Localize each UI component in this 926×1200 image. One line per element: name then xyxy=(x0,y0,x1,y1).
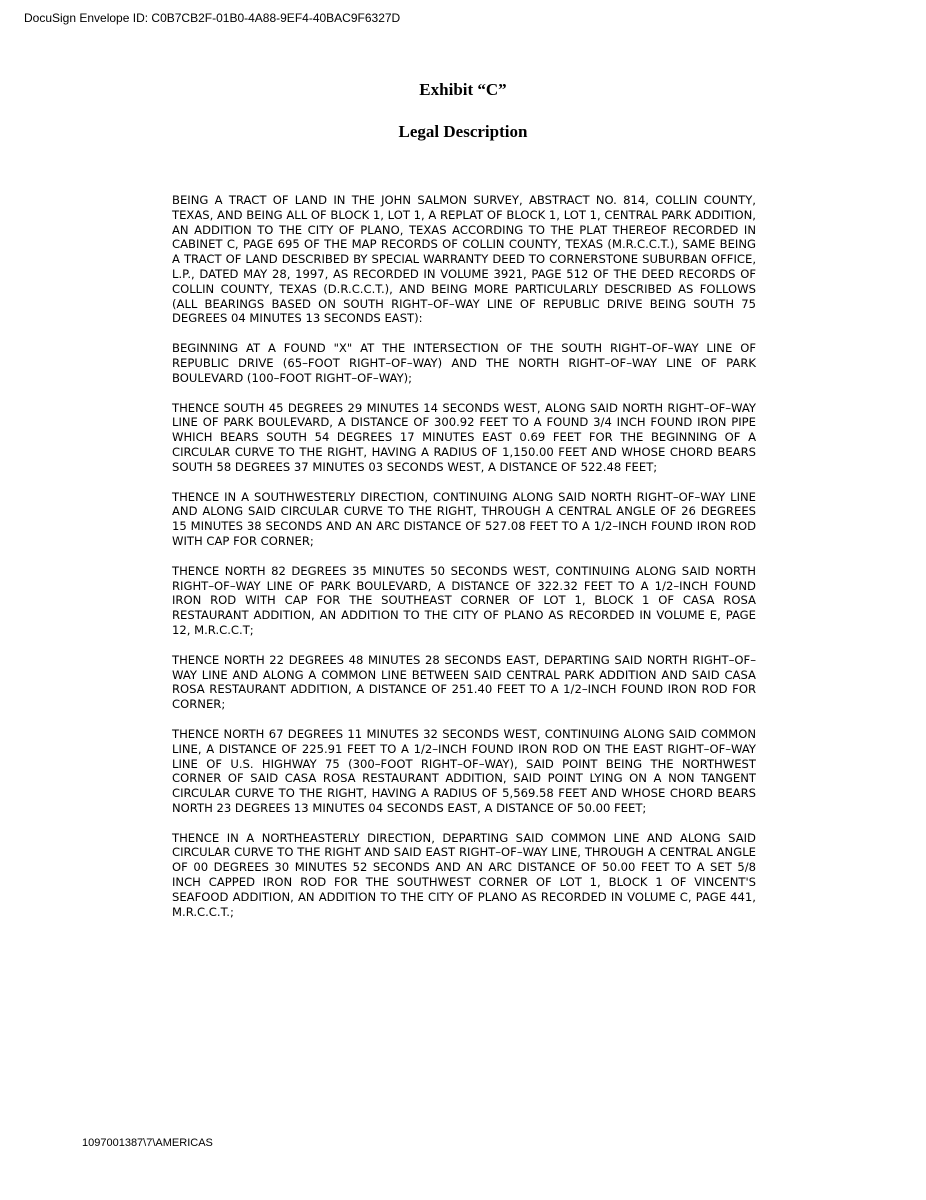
paragraph-thence-2: THENCE IN A SOUTHWESTERLY DIRECTION, CONTINUING ALONG SAID NORTH RIGHT–OF–WAY LINE AND ALONG SAID CIRCULAR CURVE TO THE RIGHT, THROUGH A CENTRAL ANGLE OF 26 DEGREES 15 MINUTES 38 SECONDS AND AN ARC DISTANCE OF 527.08 FEET TO A 1/2–INCH FOUND IRON ROD WITH CAP FOR CORNER; xyxy=(172,489,756,548)
paragraph-thence-5: THENCE NORTH 67 DEGREES 11 MINUTES 32 SECONDS WEST, CONTINUING ALONG SAID COMMON LINE, A DISTANCE OF 225.91 FEET TO A 1/2–INCH FOUND IRON ROD ON THE EAST RIGHT–OF–WAY LINE OF U.S. HIGHWAY 75 (300–FOOT RIGHT–OF–WAY), SAID POINT BEING THE NORTHWEST CORNER OF SAID CASA ROSA RESTAURANT ADDITION, SAID POINT LYING ON A NON TANGENT CIRCULAR CURVE TO THE RIGHT, HAVING A RADIUS OF 5,569.58 FEET AND WHOSE CHORD BEARS NORTH 23 DEGREES 13 MINUTES 04 SECONDS EAST, A DISTANCE OF 50.00 FEET; xyxy=(172,726,756,815)
paragraph-beginning: BEGINNING AT A FOUND "X" AT THE INTERSECTION OF THE SOUTH RIGHT–OF–WAY LINE OF REPUBLIC DRIVE (65–FOOT RIGHT–OF–WAY) AND THE NORTH RIGHT–OF–WAY LINE OF PARK BOULEVARD (100–FOOT RIGHT–OF–WAY); xyxy=(172,341,756,385)
paragraph-thence-3: THENCE NORTH 82 DEGREES 35 MINUTES 50 SECONDS WEST, CONTINUING ALONG SAID NORTH RIGHT–OF–WAY LINE OF PARK BOULEVARD, A DISTANCE OF 322.32 FEET TO A 1/2–INCH FOUND IRON ROD WITH CAP FOR THE SOUTHEAST CORNER OF LOT 1, BLOCK 1 OF CASA ROSA RESTAURANT ADDITION, AN ADDITION TO THE CITY OF PLANO AS RECORDED IN VOLUME E, PAGE 12, M.R.C.C.T; xyxy=(172,563,756,637)
document-footer-id: 1097001387\7\AMERICAS xyxy=(82,1137,213,1149)
docusign-envelope-id: DocuSign Envelope ID: C0B7CB2F-01B0-4A88-9EF4-40BAC9F6327D xyxy=(24,11,401,25)
paragraph-thence-4: THENCE NORTH 22 DEGREES 48 MINUTES 28 SECONDS EAST, DEPARTING SAID NORTH RIGHT–OF–WAY LINE AND ALONG A COMMON LINE BETWEEN SAID CENTRAL PARK ADDITION AND SAID CASA ROSA RESTAURANT ADDITION, A DISTANCE OF 251.40 FEET TO A 1/2–INCH FOUND IRON ROD FOR CORNER; xyxy=(172,652,756,712)
paragraph-thence-6: THENCE IN A NORTHEASTERLY DIRECTION, DEPARTING SAID COMMON LINE AND ALONG SAID CIRCULAR CURVE TO THE RIGHT AND SAID EAST RIGHT–OF–WAY LINE, THROUGH A CENTRAL ANGLE OF 00 DEGREES 30 MINUTES 52 SECONDS AND AN ARC DISTANCE OF 50.00 FEET TO A SET 5/8 INCH CAPPED IRON ROD FOR THE SOUTHWEST CORNER OF LOT 1, BLOCK 1 OF VINCENT'S SEAFOOD ADDITION, AN ADDITION TO THE CITY OF PLANO AS RECORDED IN VOLUME C, PAGE 441, M.R.C.C.T.; xyxy=(172,830,756,919)
exhibit-title: Exhibit “C” xyxy=(419,80,507,99)
legal-description-heading: Legal Description xyxy=(398,122,528,141)
legal-description-body xyxy=(172,193,756,934)
paragraph-thence-1: THENCE SOUTH 45 DEGREES 29 MINUTES 14 SECONDS WEST, ALONG SAID NORTH RIGHT–OF–WAY LINE OF PARK BOULEVARD, A DISTANCE OF 300.92 FEET TO A FOUND 3/4 INCH FOUND IRON PIPE WHICH BEARS SOUTH 54 DEGREES 17 MINUTES EAST 0.69 FEET FOR THE BEGINNING OF A CIRCULAR CURVE TO THE RIGHT, HAVING A RADIUS OF 1,150.00 FEET AND WHOSE CHORD BEARS SOUTH 58 DEGREES 37 MINUTES 03 SECONDS WEST, A DISTANCE OF 522.48 FEET; xyxy=(172,400,756,474)
paragraph-tract-description: BEING A TRACT OF LAND IN THE JOHN SALMON SURVEY, ABSTRACT NO. 814, COLLIN COUNTY, TEXAS, AND BEING ALL OF BLOCK 1, LOT 1, A REPLAT OF BLOCK 1, LOT 1, CENTRAL PARK ADDITION, AN ADDITION TO THE CITY OF PLANO, TEXAS ACCORDING TO THE PLAT THEREOF RECORDED IN CABINET C, PAGE 695 OF THE MAP RECORDS OF COLLIN COUNTY, TEXAS (M.R.C.C.T.), SAME BEING A TRACT OF LAND DESCRIBED BY SPECIAL WARRANTY DEED TO CORNERSTONE SUBURBAN OFFICE, L.P., DATED MAY 28, 1997, AS RECORDED IN VOLUME 3921, PAGE 512 OF THE DEED RECORDS OF COLLIN COUNTY, TEXAS (D.R.C.C.T.), AND BEING MORE PARTICULARLY DESCRIBED AS FOLLOWS (ALL BEARINGS BASED ON SOUTH RIGHT–OF–WAY LINE OF REPUBLIC DRIVE BEING SOUTH 75 DEGREES 04 MINUTES 13 SECONDS EAST): xyxy=(172,193,756,326)
